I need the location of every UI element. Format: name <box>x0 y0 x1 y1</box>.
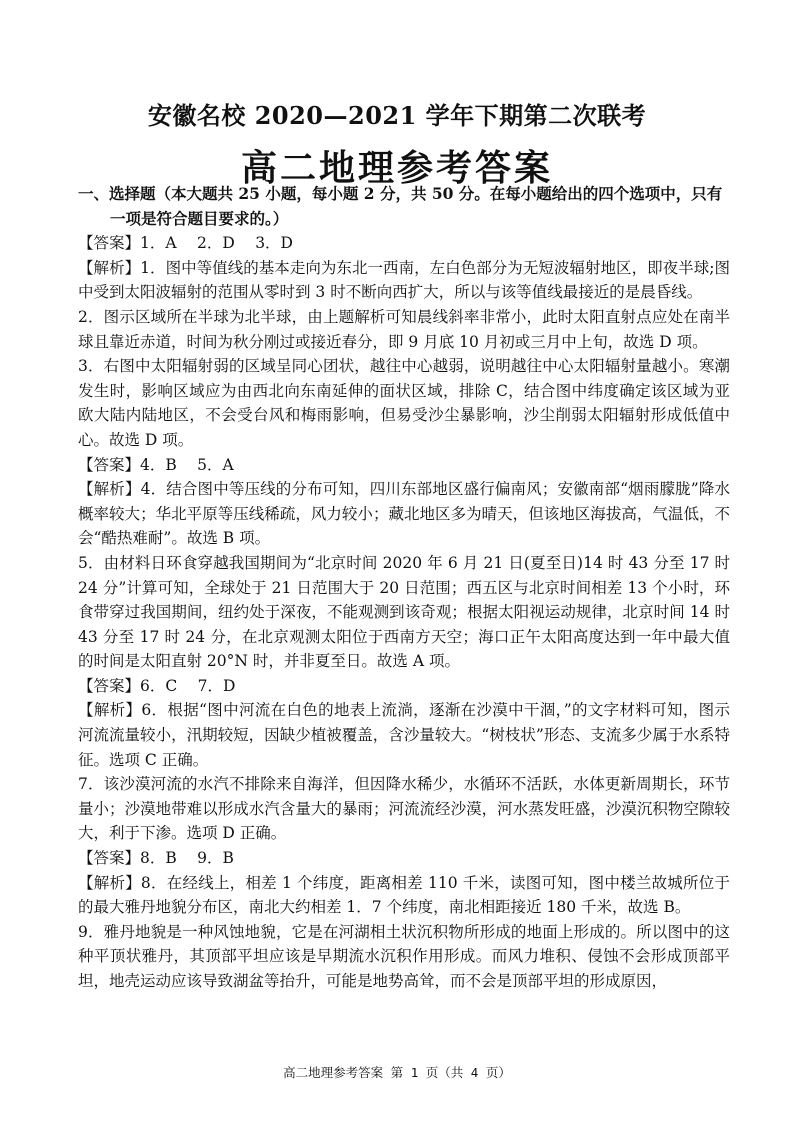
explanation-paragraph: 2．图示区域所在半球为北半球，由上题解析可知晨线斜率非常小，此时太阳直射点应处在南半球且靠近赤道，时间为秋分刚过或接近春分，即 9 月底 10 月初或三月中上旬，故选 D 项。 <box>78 307 730 351</box>
page-footer: 高二地理参考答案 第 1 页（共 4 页） <box>283 1065 511 1080</box>
explanation-paragraph: 【解析】4．结合图中等压线的分布可知，四川东部地区盛行偏南风；安徽南部“烟雨朦胧”降水概率较大；华北平原等压线稀疏，风力较小；藏北地区多为晴天，但该地区海拔高，气温低，不会“酷热难耐”。故选 B 项。 <box>78 480 730 548</box>
section-heading: 一、选择题（本大题共 25 小题，每小题 2 分，共 50 分。在每小题给出的四个选项中，只有 <box>78 184 723 203</box>
answer-line: 【答案】8．B 9．B <box>78 849 234 868</box>
exam-title: 安徽名校 2020—2021 学年下期第二次联考 <box>147 101 647 130</box>
explanation-paragraph: 【解析】6．根据“图中河流在白色的地表上流淌，逐渐在沙漠中干涸，”的文字材料可知，图示河流流量较小，汛期较短，因缺少植被覆盖，含沙量较大。“树枝状”形态、支流多少属于水系特征。选项 C 正确。 <box>78 701 730 769</box>
explanation-paragraph: 7．该沙漠河流的水汽不排除来自海洋，但因降水稀少，水循环不活跃，水体更新周期长，环节量小；沙漠地带难以形成水汽含量大的暴雨；河流流经沙漠，河水蒸发旺盛，沙漠沉积物空隙较大，利于下渗。选项 D 正确。 <box>78 775 730 843</box>
answer-key-title: 高二地理参考答案 <box>240 147 553 189</box>
explanation-paragraph: 9．雅丹地貌是一种风蚀地貌，它是在河湖相土状沉积物所形成的地面上形成的。所以图中的这种平顶状雅丹，其顶部平坦应该是早期流水沉积作用形成。而风力堆积、侵蚀不会形成顶部平坦，地壳运动应该导致湖盆等抬升，可能是地势高耸，而不会是顶部平坦的形成原因， <box>78 922 730 990</box>
explanation-paragraph: 3．右图中太阳辐射弱的区域呈同心团状，越往中心越弱，说明越往中心太阳辐射量越小。寒潮发生时，影响区域应为由西北向东南延伸的面状区域，排除 C，结合图中纬度确定该区域为亚欧大陆内陆地区，不会受台风和梅雨影响，但易受沙尘暴影响，沙尘削弱太阳辐射形成低值中心。故选 D 项。 <box>78 357 730 449</box>
answer-line: 【答案】4．B 5．A <box>78 455 234 474</box>
explanation-paragraph: 【解析】8．在经线上，相差 1 个纬度，距离相差 110 千米，读图可知，图中楼兰故城所位于的最大雅丹地貌分布区，南北大约相差 1．7 个纬度，南北相距接近 180 千米，故选 B。 <box>78 873 730 917</box>
answer-line: 【答案】1．A 2．D 3．D <box>78 234 293 253</box>
explanation-paragraph: 5．由材料日环食穿越我国期间为“北京时间 2020 年 6 月 21 日(夏至日)14 时 43 分至 17 时 24 分”计算可知，全球处于 21 日范围大于 20 日范围；西五区与北京时间相差 13 个小时，环食带穿过我国期间，纽约处于深夜，不能观测到该奇观；根据太阳视运动规律，北京时间 14 时 43 分至 17 时 24 分，在北京观测太阳位于西南方天空；海口正午太阳高度达到一年中最大值的时间是太阳直射 20°N 时，并非夏至日。故选 A 项。 <box>78 553 730 671</box>
document-body <box>78 182 730 994</box>
explanation-paragraph: 【解析】1．图中等值线的基本走向为东北一西南，左白色部分为无短波辐射地区，即夜半球;图中受到太阳波辐射的范围从零时到 3 时不断向西扩大，所以与该等值线最接近的是晨昏线。 <box>78 258 730 302</box>
section-heading-continued: 一项是符合题目要求的。） <box>110 208 289 228</box>
answer-line: 【答案】6．C 7．D <box>78 676 236 695</box>
